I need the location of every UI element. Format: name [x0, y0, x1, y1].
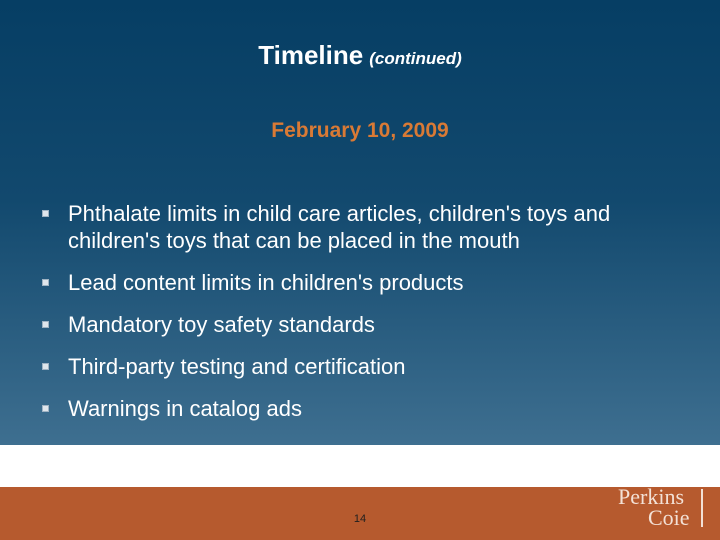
list-item: [42, 269, 702, 296]
bullet-list: [42, 200, 702, 437]
list-item: [42, 311, 702, 338]
date-heading: February 10, 2009: [271, 119, 449, 142]
logo-bar: [701, 489, 703, 527]
footer-bar: [0, 484, 720, 540]
list-item: [42, 395, 702, 422]
title-suffix: (continued): [369, 49, 462, 68]
bullet-square-icon: [42, 321, 49, 328]
perkins-coie-logo: [618, 484, 704, 530]
logo-line-2: Coie: [648, 505, 690, 530]
list-item: [42, 353, 702, 380]
list-item-text: Warnings in catalog ads: [68, 396, 302, 421]
list-item: [42, 200, 702, 254]
page-number: 14: [353, 513, 367, 525]
logo-line-1: Perkins: [618, 484, 684, 509]
bullet-square-icon: [42, 279, 49, 286]
list-item-text: Phthalate limits in child care articles, children's toys and children's toys that can be placed in the mouth: [68, 201, 611, 253]
bullet-square-icon: [42, 210, 49, 217]
bullet-square-icon: [42, 363, 49, 370]
bullet-square-icon: [42, 405, 49, 412]
list-item-text: Third-party testing and certification: [68, 354, 406, 379]
slide-title: [0, 40, 720, 71]
list-item-text: Lead content limits in children's products: [68, 270, 464, 295]
list-item-text: Mandatory toy safety standards: [68, 312, 375, 337]
title-main: Timeline: [258, 40, 364, 70]
